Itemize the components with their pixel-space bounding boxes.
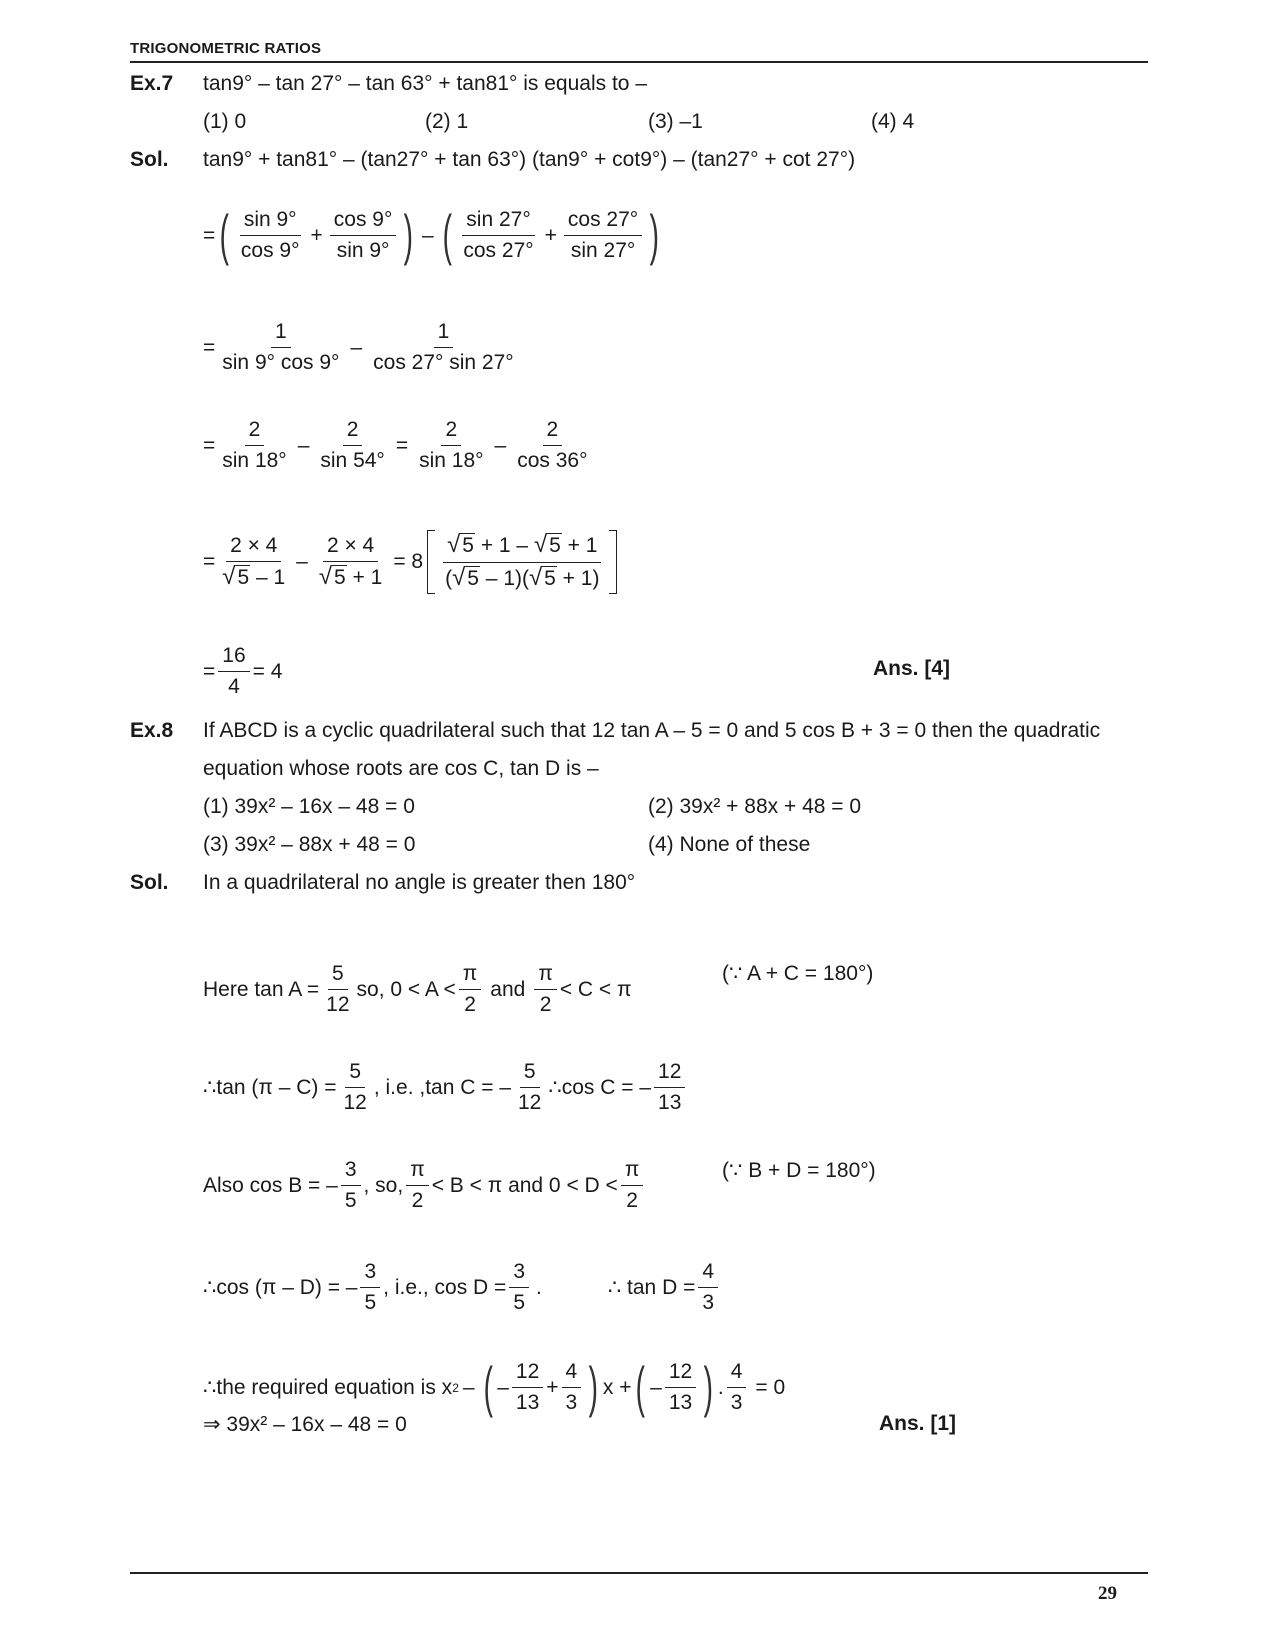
frac-num: 2 (543, 418, 563, 446)
frac-num: 16 (218, 644, 249, 672)
frac-num: cos 9° (330, 208, 397, 236)
frac-den: cos 36° (517, 449, 588, 473)
text: x + (602, 1375, 632, 1399)
frac-num: 12 (512, 1360, 543, 1388)
frac-num: 5 (520, 1060, 540, 1088)
frac-num: 2 × 4 (323, 534, 378, 562)
frac-num: sin 9° (240, 208, 301, 236)
ex8-option-3: (3) 39x² – 88x + 48 = 0 (203, 833, 416, 856)
frac-den: 2 (464, 993, 476, 1017)
text: and (490, 977, 526, 1001)
ex7-step4: = 2 × 4 √ 5 – 1 – 2 × 4 √ 5 + 1 = 8 √ 5 + 1 – √ 5 + 1 ( √ 5 – 1)( √ 5 + 1) (203, 530, 617, 594)
ex8-sol-line1: In a quadrilateral no angle is greater then 180° (203, 871, 636, 894)
ex8-step1 (203, 962, 632, 1017)
operator: – (497, 1375, 509, 1399)
text: ∴tan (π – C) = (203, 1076, 337, 1100)
ex7-label: Ex.7 (130, 72, 174, 95)
frac-den: cos 27° (463, 239, 534, 263)
frac-den: – 1)( (479, 566, 529, 590)
frac-num: + 1 – (474, 534, 534, 558)
frac-den: sin 18° (222, 449, 287, 473)
frac-num: 5 (345, 1060, 365, 1088)
frac-num: 1 (434, 320, 454, 348)
frac-den: 3 (730, 1391, 743, 1415)
frac-den: sin 9° (336, 239, 390, 263)
frac-num: π (459, 962, 482, 990)
equals-sign: = (203, 550, 216, 573)
frac-num: 3 (509, 1260, 529, 1288)
frac-num: 4 (562, 1360, 582, 1388)
ex8-question-line1: If ABCD is a cyclic quadrilateral such that 12 tan A – 5 = 0 and 5 cos B + 3 = 0 then the quadratic (203, 719, 1101, 742)
equals-sign: = (203, 223, 216, 247)
text: so, 0 < A < (356, 977, 456, 1001)
frac-den: sin 18° (419, 449, 484, 473)
text: , i.e. ,tan C = – (373, 1075, 511, 1099)
frac-den: cos 27° sin 27° (373, 351, 514, 375)
sqrt-arg: 5 (549, 534, 561, 558)
ex7-answer: Ans. [4] (873, 657, 951, 680)
header-rule (130, 61, 1148, 63)
header-title: TRIGONOMETRIC RATIOS (130, 40, 322, 57)
frac-den: + 1) (556, 566, 600, 590)
sqrt-arg: 5 (544, 566, 556, 590)
frac-num: 2 (441, 418, 461, 446)
eight-factor: = 8 (393, 550, 424, 573)
text: Here tan A = (203, 977, 320, 1001)
text: Also cos B = – (203, 1173, 338, 1197)
frac-num: cos 27° (564, 208, 642, 236)
frac-den: 12 (343, 1091, 367, 1115)
frac-den: sin 9° cos 9° (222, 351, 340, 375)
frac-num: 2 (245, 418, 265, 446)
footer-rule (130, 1572, 1148, 1574)
ex8-step2 (203, 1060, 688, 1115)
ex8-step4 (203, 1260, 721, 1315)
ex7-option-4: (4) 4 (871, 110, 915, 133)
frac-num: 2 (343, 418, 363, 446)
sqrt-arg: 5 (237, 565, 250, 589)
ex8-option-2: (2) 39x² + 88x + 48 = 0 (648, 795, 862, 818)
frac-num: 1 (271, 320, 291, 348)
frac-num: 12 (665, 1360, 696, 1388)
frac-den: ( (445, 566, 453, 590)
page-number: 29 (1098, 1583, 1117, 1604)
frac-num: 3 (341, 1158, 361, 1186)
frac-num: 4 (698, 1260, 718, 1288)
frac-num: 4 (727, 1360, 747, 1388)
ex8-step1-note: (∵ A + C = 180°) (722, 962, 874, 985)
frac-den: 5 (513, 1291, 525, 1315)
text: < C < π (559, 977, 632, 1001)
frac-den: – 1 (250, 566, 286, 590)
ex8-option-1: (1) 39x² – 16x – 48 = 0 (203, 795, 415, 818)
frac-num: + 1 (561, 534, 598, 558)
ex7-question: tan9° – tan 27° – tan 63° + tan81° is equals to – (203, 72, 647, 95)
ex8-step3 (203, 1158, 646, 1213)
sqrt-arg: 5 (334, 565, 346, 589)
frac-num: 3 (360, 1260, 380, 1288)
frac-num: π (534, 962, 557, 990)
frac-num: 5 (328, 962, 348, 990)
frac-den: 12 (518, 1091, 542, 1115)
ex8-label: Ex.8 (130, 719, 174, 742)
frac-den: 3 (565, 1391, 578, 1415)
text: = 0 (755, 1375, 786, 1399)
ex8-question-line2: equation whose roots are cos C, tan D is – (203, 757, 599, 780)
frac-num: sin 27° (462, 208, 534, 236)
operator: – (650, 1375, 662, 1399)
frac-num: π (621, 1158, 644, 1186)
frac-den: 13 (668, 1391, 693, 1415)
frac-den: 13 (658, 1091, 682, 1115)
ex7-sol-line1: tan9° + tan81° – (tan27° + tan 63°) (tan9° + cot9°) – (tan27° + cot 27°) (203, 148, 856, 171)
equals-sign: = (203, 433, 216, 457)
ex8-answer: Ans. [1] (879, 1412, 957, 1435)
ex7-step2: = $\frac{1}{\sin 9^\circ \cos 9^\circ}$ – $\frac{1}{\cos 27^\circ \sin 27^\circ}$ (203, 320, 521, 375)
frac-den: 5 (344, 1189, 357, 1213)
ex8-step6: ⇒ 39x² – 16x – 48 = 0 (203, 1413, 407, 1436)
frac-den: 2 (411, 1189, 424, 1213)
frac-den: 12 (326, 993, 350, 1017)
ex7-step5 (203, 644, 282, 699)
frac-num: 12 (654, 1060, 685, 1088)
sqrt-arg: 5 (462, 534, 474, 558)
frac-den: sin 27° (570, 239, 636, 263)
text: ∴cos C = – (548, 1076, 652, 1100)
frac-den: sin 54° (320, 449, 385, 473)
frac-den: cos 9° (240, 239, 300, 263)
ex7-option-1: (1) 0 (203, 110, 247, 133)
operator: – (462, 1375, 475, 1399)
sqrt-arg: 5 (467, 566, 479, 590)
text: ∴ tan D = (607, 1276, 696, 1300)
text: ∴cos (π – D) = – (203, 1276, 358, 1300)
ex7-sol-label: Sol. (130, 148, 169, 171)
frac-den: + 1 (346, 566, 383, 590)
exponent: 2 (452, 1380, 459, 1395)
equals-sign: = (203, 659, 216, 683)
frac-num: 2 × 4 (226, 534, 281, 562)
text: . (536, 1275, 542, 1299)
text: < B < π and 0 < D < (431, 1173, 618, 1197)
text: , so, (363, 1173, 404, 1197)
frac-den: 5 (364, 1291, 377, 1315)
ex7-option-3: (3) –1 (648, 110, 703, 133)
ex8-step3-note: (∵ B + D = 180°) (722, 1159, 876, 1182)
equals-sign: = (203, 335, 216, 359)
frac-den: 3 (702, 1291, 715, 1315)
text: , i.e., cos D = (383, 1275, 507, 1299)
text: ∴the required equation is x (203, 1376, 453, 1400)
result: = 4 (252, 659, 283, 683)
ex7-step3: = $\frac{2}{\sin 18^\circ}$ – $\frac{2}{\sin 54^\circ}$ = $\frac{2}{\sin 18^\circ}$ – $\frac{2}{\cos 36^\circ}$ (203, 418, 595, 473)
ex8-option-4: (4) None of these (648, 833, 811, 856)
operator: . (717, 1375, 724, 1399)
frac-den: 2 (539, 993, 552, 1017)
ex8-sol-label: Sol. (130, 871, 169, 894)
frac-den: 13 (515, 1391, 540, 1415)
frac-den: 2 (626, 1189, 638, 1213)
ex7-option-2: (2) 1 (425, 110, 469, 133)
frac-num: π (406, 1158, 429, 1186)
operator: + (546, 1375, 559, 1399)
ex8-step5: ∴the required equation is x 2 – ( – $\frac{12}{13}$ + $\frac{4}{3}$ ) x + ( – $\frac{12}{13}$ ) . $\frac{4}{3}$ = 0 (203, 1355, 786, 1419)
ex7-step1: = ( $\frac{\sin 9^\circ}{\cos 9^\circ}$ + $\frac{\cos 9^\circ}{\sin 9^\circ}$ ) – ( $\frac{\sin 27^\circ}{\cos 27^\circ}$ + $\frac{\cos 27^\circ}{\sin 27^\circ}$ ) (203, 203, 660, 267)
frac-den: 4 (228, 675, 240, 699)
